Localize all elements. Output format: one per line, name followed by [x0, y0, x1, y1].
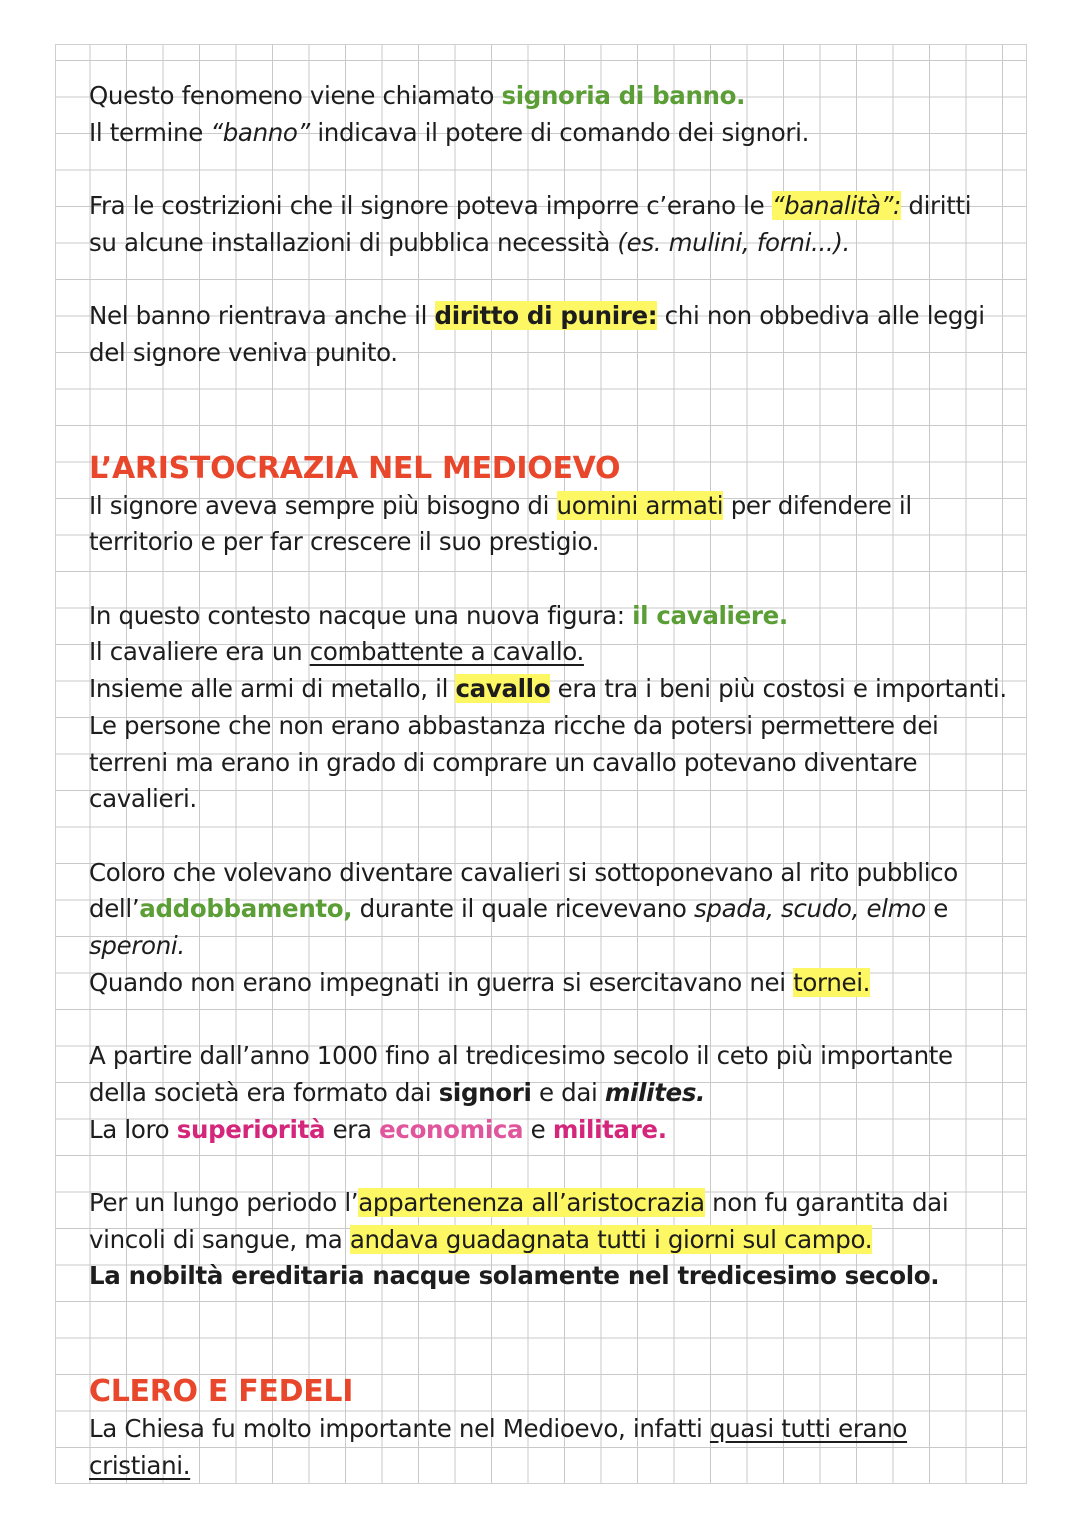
key-term: “banno”	[210, 117, 310, 147]
paragraph-line: Quando non erano impegnati in guerra si esercitavano nei tornei.	[89, 967, 871, 997]
paragraph-line: del signore veniva punito.	[89, 337, 398, 367]
key-term: signoria di banno.	[501, 81, 746, 110]
key-term: il cavaliere.	[632, 600, 788, 630]
section-heading: L’ARISTOCRAZIA NEL MEDIOEVO	[89, 450, 621, 486]
highlight: andava guadagnata tutti i giorni sul campo.	[349, 1224, 873, 1254]
key-term: militare.	[552, 1114, 667, 1144]
paragraph-line: La loro superiorità era economica e militare.	[89, 1114, 667, 1144]
paragraph-line: cavalieri.	[89, 784, 197, 814]
notes-content	[89, 78, 1009, 1485]
paragraph-line: vincoli di sangue, ma andava guadagnata tutti i giorni sul campo.	[89, 1224, 873, 1254]
paragraph-line: della società era formato dai signori e dai milites.	[89, 1077, 706, 1107]
paragraph-line: Le persone che non erano abbastanza ricche da potersi permettere dei	[89, 710, 939, 740]
highlight: diritto di punire:	[434, 301, 658, 331]
paragraph-line: dell’addobbamento, durante il quale ricevevano spada, scudo, elmo e	[89, 894, 948, 924]
highlight: tornei.	[793, 967, 871, 997]
paragraph-line: Il cavaliere era un combattente a cavallo.	[89, 637, 584, 667]
paragraph-line: Fra le costrizioni che il signore poteva imporre c’erano le “banalità”: diritti	[89, 191, 972, 221]
section-heading: CLERO E FEDELI	[89, 1374, 354, 1410]
underlined-text: cristiani.	[89, 1450, 191, 1480]
paragraph-line: territorio e per far crescere il suo prestigio.	[89, 527, 600, 557]
paragraph-line: terreni ma erano in grado di comprare un cavallo potevano diventare	[89, 747, 918, 777]
paragraph-line: La Chiesa fu molto importante nel Medioevo, infatti quasi tutti erano	[89, 1414, 908, 1444]
paragraph-line: Il termine “banno” indicava il potere di comando dei signori.	[89, 117, 810, 147]
paragraph-line: La nobiltà ereditaria nacque solamente nel tredicesimo secolo.	[89, 1261, 940, 1291]
paragraph-line: Insieme alle armi di metallo, il cavallo era tra i beni più costosi e importanti.	[89, 674, 1007, 704]
paragraph-line: In questo contesto nacque una nuova figura: il cavaliere.	[89, 600, 788, 630]
paragraph-line: Il signore aveva sempre più bisogno di uomini armati per difendere il	[89, 490, 912, 520]
paragraph-line: su alcune installazioni di pubblica necessità (es. mulini, forni...).	[89, 227, 850, 257]
key-term: addobbamento,	[139, 894, 353, 924]
highlight: appartenenza all’aristocrazia	[358, 1187, 705, 1217]
paragraph-line: Per un lungo periodo l’appartenenza all’aristocrazia non fu garantita dai	[89, 1187, 949, 1217]
paragraph-line	[89, 1448, 1009, 1485]
key-term: superiorità	[176, 1114, 326, 1144]
highlight: cavallo	[455, 674, 551, 704]
key-term: economica	[379, 1114, 524, 1144]
paragraph-line: Questo fenomeno viene chiamato signoria di banno.	[89, 81, 746, 110]
paragraph-line: speroni.	[89, 931, 185, 961]
paragraph-line: Coloro che volevano diventare cavalieri si sottoponevano al rito pubblico	[89, 857, 958, 887]
paragraph-line: A partire dall’anno 1000 fino al tredicesimo secolo il ceto più importante	[89, 1041, 953, 1071]
underlined-text: combattente a cavallo.	[309, 637, 584, 667]
highlight: “banalità”:	[771, 191, 901, 221]
underlined-text: quasi tutti erano	[709, 1414, 908, 1444]
highlight: uomini armati	[556, 490, 724, 520]
paragraph-line: Nel banno rientrava anche il diritto di punire: chi non obbediva alle leggi	[89, 301, 985, 331]
